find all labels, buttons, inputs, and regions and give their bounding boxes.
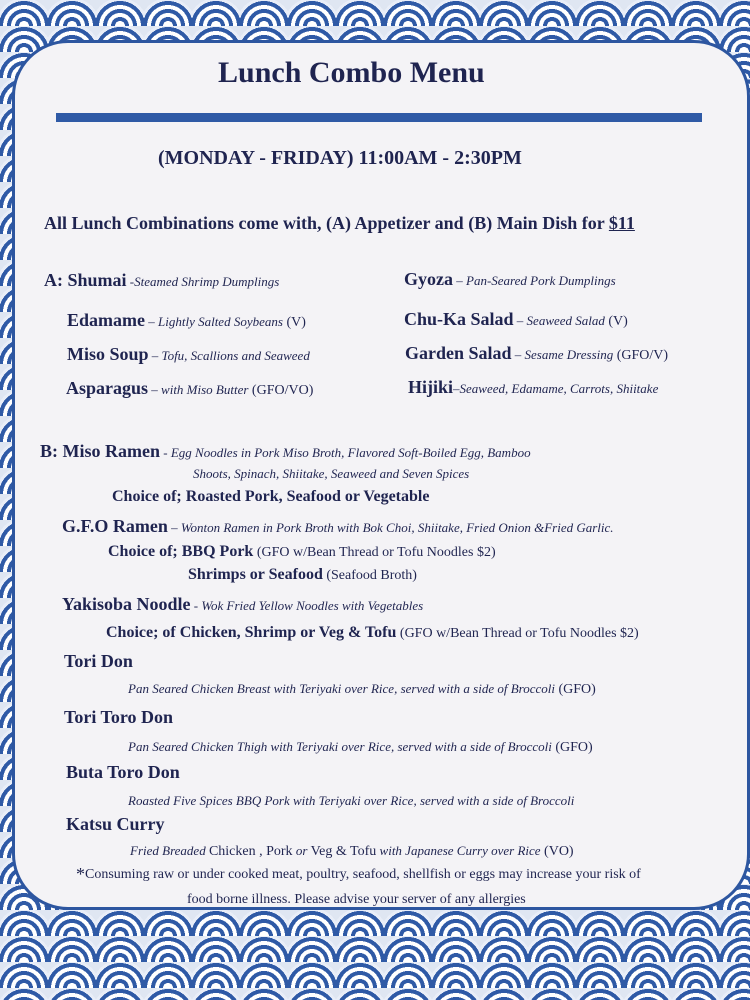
item-choice-1 <box>108 543 496 561</box>
item-desc: – with Miso Butter <box>148 382 249 397</box>
item-name: Miso Soup <box>67 344 149 364</box>
item-tag: (V) <box>282 315 306 330</box>
title-divider <box>56 113 702 122</box>
choice-note: (Seafood Broth) <box>322 568 417 583</box>
menu-intro <box>44 213 635 234</box>
item-desc: – Wonton Ramen in Pork Broth with Bok Choi, Shiitake, Fried Onion &Fried Garlic. <box>167 520 614 535</box>
item-katsu-curry: Katsu Curry <box>66 814 165 834</box>
choice-label: Shrimps or Seafood <box>188 566 323 583</box>
item-asparagus <box>66 378 313 399</box>
item-tag: (GFO) <box>554 682 596 697</box>
item-buta-toro-don: Buta Toro Don <box>66 762 180 782</box>
item-edamame <box>67 310 306 331</box>
item-tori-don: Tori Don <box>64 651 133 671</box>
item-desc: – Sesame Dressing <box>511 347 614 362</box>
item-chuka-salad <box>404 309 628 330</box>
item-name: G.F.O Ramen <box>62 516 168 536</box>
item-tori-toro-don: Tori Toro Don <box>64 707 174 727</box>
item-desc-continued: Shoots, Spinach, Shiitake, Seaweed and Seven Spices <box>193 466 470 481</box>
menu-hours: (MONDAY - FRIDAY) 11:00AM - 2:30PM <box>158 147 522 169</box>
item-desc-line <box>130 842 574 860</box>
choice-label: Choice; of Chicken, Shrimp or Veg & Tofu <box>106 624 397 641</box>
item-name: Asparagus <box>66 378 149 398</box>
item-tag: (GFO) <box>551 740 593 755</box>
intro-text: All Lunch Combinations come with, (A) Appetizer and (B) Main Dish for <box>44 213 609 233</box>
item-choice <box>106 624 639 642</box>
item-name: Chu-Ka Salad <box>404 309 514 329</box>
item-desc: Pan Seared Chicken Breast with Teriyaki over Rice, served with a side of Broccoli <box>128 681 555 696</box>
item-tag: (GFO/VO) <box>248 383 314 398</box>
item-shumai <box>44 270 279 291</box>
note-line-1: Consuming raw or under cooked meat, poultry, seafood, shellfish or eggs may increase your risk of <box>85 867 641 882</box>
asterisk: * <box>76 864 85 884</box>
item-choice: Choice of; Roasted Pork, Seafood or Vegetable <box>112 488 430 505</box>
item-desc: or <box>292 843 311 858</box>
item-desc-line <box>128 680 596 698</box>
item-desc: - Egg Noodles in Pork Miso Broth, Flavored Soft-Boiled Egg, Bamboo <box>160 445 531 460</box>
item-desc-line <box>128 738 593 756</box>
item-gyoza <box>404 269 616 290</box>
item-garden-salad <box>405 343 668 364</box>
item-desc: – Seaweed Salad <box>513 313 605 328</box>
item-desc: – Tofu, Scallions and Seaweed <box>148 348 310 363</box>
item-name: Yakisoba Noodle <box>62 594 191 614</box>
item-desc: –Seaweed, Edamame, Carrots, Shiitake <box>453 381 659 396</box>
item-hijiki <box>408 377 658 398</box>
item-desc: – Pan-Seared Pork Dumplings <box>453 273 616 288</box>
item-name: Hijiki <box>408 377 454 397</box>
item-choice-2 <box>188 566 417 584</box>
item-miso-soup <box>67 344 310 365</box>
item-desc: Roasted Five Spices BBQ Pork with Teriyaki over Rice, served with a side of Broccoli <box>128 793 575 808</box>
choice-label: Choice of; BBQ Pork <box>108 543 254 560</box>
item-desc: Pan Seared Chicken Thigh with Teriyaki over Rice, served with a side of Broccoli <box>128 739 552 754</box>
item-desc: -Steamed Shrimp Dumplings <box>126 274 280 289</box>
item-name: Edamame <box>67 310 145 330</box>
item-name: B: Miso Ramen <box>40 441 160 461</box>
item-desc: Veg & Tofu <box>310 844 377 859</box>
intro-price: $11 <box>608 213 635 233</box>
choice-note: (GFO w/Bean Thread or Tofu Noodles $2) <box>253 545 496 560</box>
item-desc: with Japanese Curry over Rice <box>376 843 541 858</box>
item-desc: - Wok Fried Yellow Noodles with Vegetables <box>190 598 424 613</box>
item-tag: (VO) <box>540 844 574 859</box>
choice-note: (GFO w/Bean Thread or Tofu Noodles $2) <box>396 626 639 641</box>
item-desc: – Lightly Salted Soybeans <box>145 314 283 329</box>
item-tag: (GFO/V) <box>613 348 669 363</box>
item-name: Gyoza <box>404 269 453 289</box>
item-name: Garden Salad <box>405 343 512 363</box>
menu-title: Lunch Combo Menu <box>218 56 485 89</box>
item-tag: (V) <box>604 314 628 329</box>
item-desc: Fried Breaded <box>130 843 209 858</box>
item-desc: Chicken , Pork <box>208 844 293 859</box>
item-yakisoba <box>62 594 423 615</box>
food-safety-note <box>76 864 641 885</box>
note-line-2: food borne illness. Please advise your server of any allergies <box>187 892 526 907</box>
item-name: A: Shumai <box>44 270 127 290</box>
item-gfo-ramen <box>62 516 614 537</box>
item-miso-ramen <box>40 441 531 462</box>
